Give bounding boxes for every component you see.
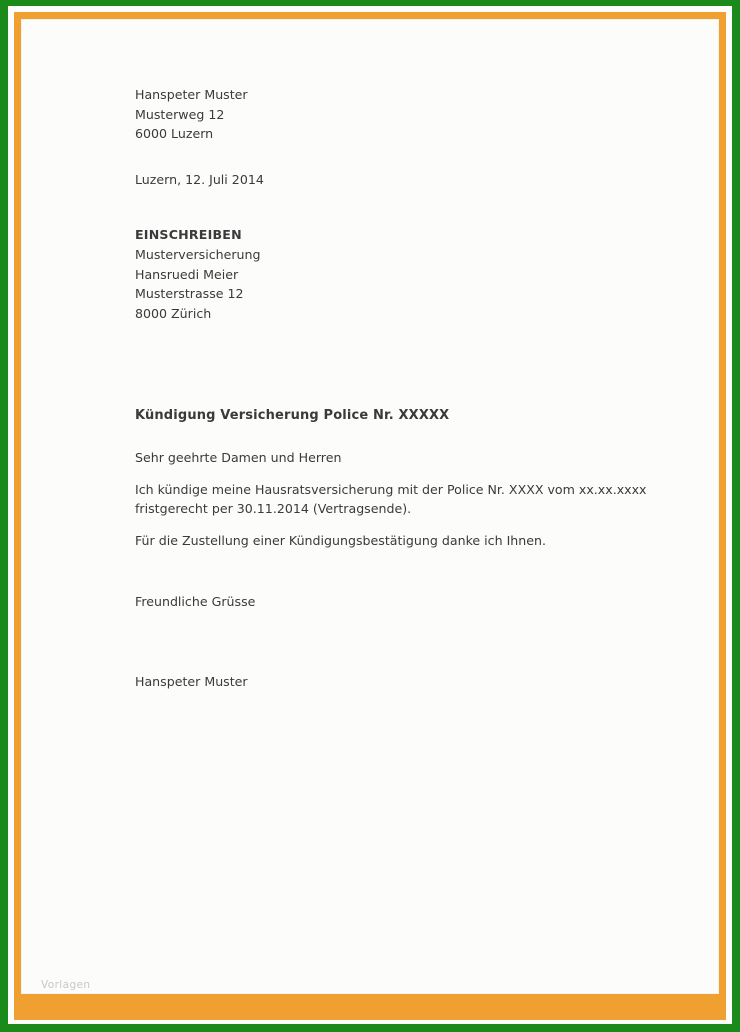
spacer-before-signature xyxy=(135,612,695,672)
delivery-note: EINSCHREIBEN xyxy=(135,227,242,243)
spacer-before-subject xyxy=(135,323,695,406)
sender-street: Musterweg 12 xyxy=(135,106,225,122)
salutation: Sehr geehrte Damen und Herren xyxy=(135,449,342,465)
spacer-before-closing xyxy=(135,550,695,592)
body-paragraph-2: Für die Zustellung einer Kündigungsbestätigung danke ich Ihnen. xyxy=(135,532,546,548)
spacer-before-paragraph-1 xyxy=(135,468,695,480)
recipient-contact: Hansruedi Meier xyxy=(135,266,239,282)
body-paragraph-1 xyxy=(135,480,695,519)
letter-body xyxy=(135,85,695,692)
body-paragraph-1-line-2: fristgerecht per 30.11.2014 (Vertragsende). xyxy=(135,501,412,517)
subject-line: Kündigung Versicherung Police Nr. XXXXX xyxy=(135,408,450,424)
spacer-before-date xyxy=(135,144,695,170)
recipient-street: Musterstrasse 12 xyxy=(135,286,244,302)
spacer-before-paragraph-2 xyxy=(135,519,695,531)
sender-city: 6000 Luzern xyxy=(135,126,214,142)
letter-page xyxy=(21,19,719,994)
spacer-before-salutation xyxy=(135,426,695,448)
sender-name: Hanspeter Muster xyxy=(135,87,248,102)
recipient-address-block xyxy=(135,225,695,323)
body-paragraph-1-line-1: Ich kündige meine Hausratsversicherung mit der Police Nr. XXXX vom xx.xx.xxxx xyxy=(135,481,647,497)
recipient-city: 8000 Zürich xyxy=(135,305,212,321)
sender-address-block xyxy=(135,85,695,144)
vorlagen-watermark: Vorlagen xyxy=(41,979,91,991)
closing-salutation: Freundliche Grüsse xyxy=(135,594,256,610)
spacer-before-recipient xyxy=(135,189,695,225)
date-line: Luzern, 12. Juli 2014 xyxy=(135,171,264,187)
signature-name: Hanspeter Muster xyxy=(135,673,248,689)
recipient-company: Musterversicherung xyxy=(135,246,261,262)
